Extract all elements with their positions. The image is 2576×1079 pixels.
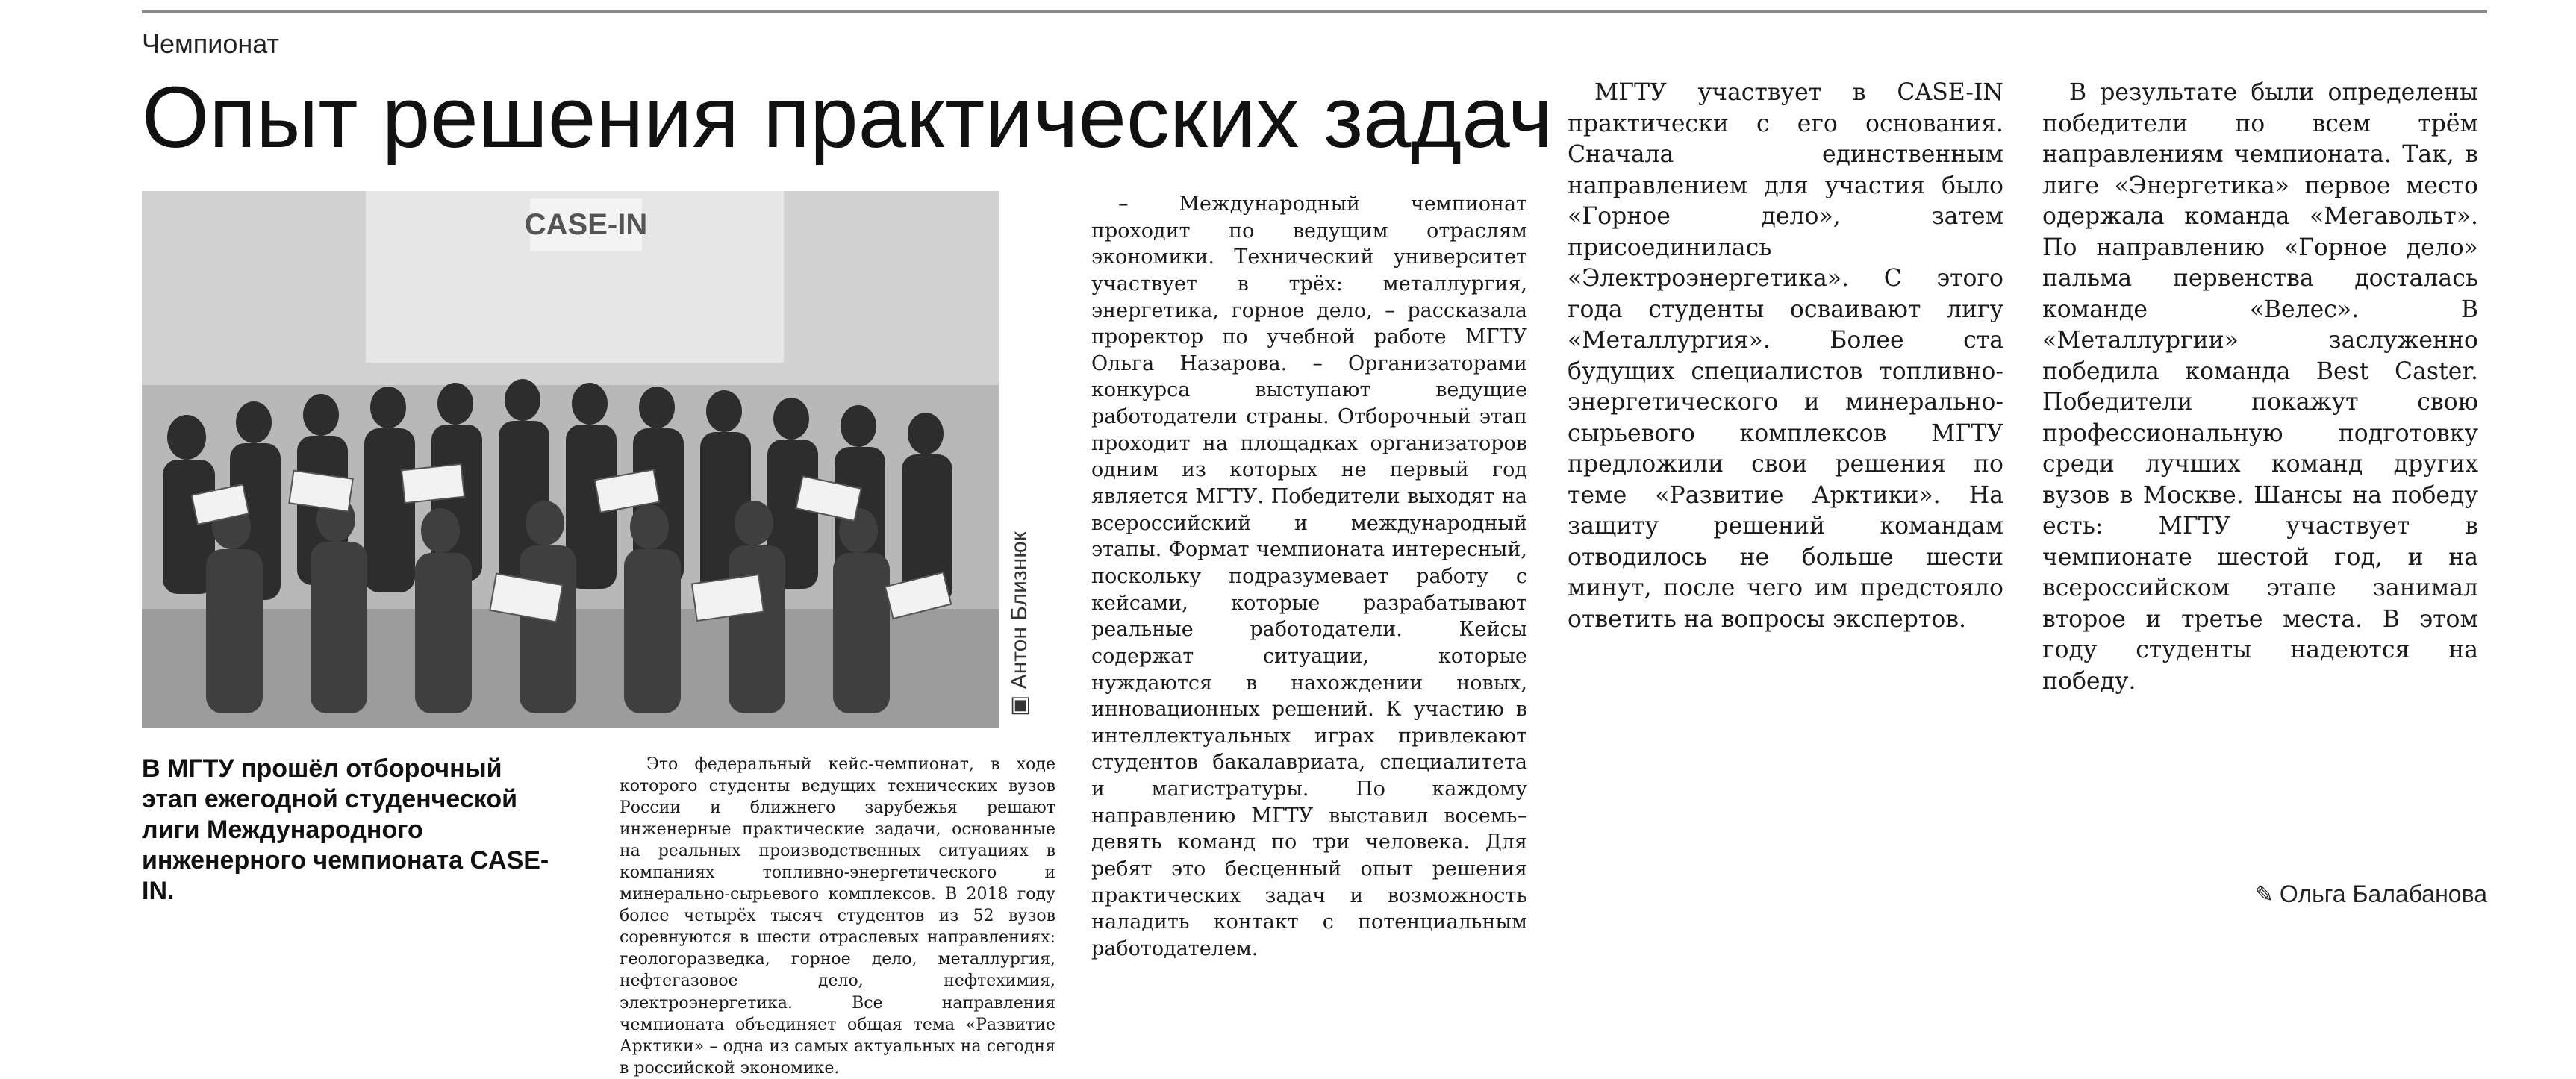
photo-illustration [142, 191, 999, 728]
text-column-3 [1568, 78, 2003, 635]
author-byline [2232, 881, 2487, 908]
text-column-2 [1091, 191, 1527, 963]
body-paragraph-3: МГТУ участвует в CASE-IN практически с его основания. Сначала единственным направлением для участия было «Горное дело», затем присоединилась «Электроэнергетика». С этого года студенты осваивают лигу «Металлургия». Более ста будущих специалистов топливно-энергетического и минерально-сырьевого комплексов МГТУ предложили свои решения по теме «Развитие Арктики». На защиту решений командам отводилось не больше шести минут, после чего им предстояло ответить на вопросы экспертов. [1568, 79, 2003, 633]
top-rule [142, 10, 2487, 13]
article-lead: В МГТУ прошёл отборочный этап ежегодной студенческой лиги Международного инженерного чемпионата CASE-IN. [142, 754, 549, 905]
text-column-1 [620, 754, 1055, 1079]
body-paragraph-4: В результате были определены победители по всем трём направлениям чемпионата. Так, в лиге «Энергетика» первое место одержала команда «Мегавольт». По направлению «Горное дело» пальма первенства досталась команде «Велес». В «Металлургии» заслуженно победила команда Best Caster. Победители покажут свою профессиональную подготовку среди лучших команд других вузов в Москве. Шансы на победу есть: МГТУ участвует в чемпионате шестой год, и на всероссийском этапе занимал второе и третье места. В этом году студенты надеются на победу. [2042, 79, 2478, 695]
photo-credit [1006, 531, 1032, 716]
author-name: Ольга Балабанова [2279, 881, 2487, 907]
pen-icon: ✎ [2254, 883, 2274, 907]
body-paragraph-1: Это федеральный кейс-чемпионат, в ходе которого студенты ведущих технических вузов России и ближнего зарубежья решают инженерные практические задачи, основанные на реальных производственных ситуациях в компаниях топливно-энергетического и минерально-сырьевого комплексов. В 2018 году более четырёх тысяч студентов из 52 вузов соревнуются в шести отраслевых направлениях: геологоразведка, горное дело, металлургия, нефтегазовое дело, нефтехимия, электроэнергетика. Все направления чемпионата объединяет общая тема «Развитие Арктики» – одна из самых актуальных на сегодня в российской экономике. [620, 755, 1055, 1078]
text-column-4 [2042, 78, 2478, 697]
body-paragraph-2: – Международный чемпионат проходит по ведущим отраслям экономики. Технический университет участвует в трёх: металлургия, энергетика, горное дело, – рассказала проректор по учебной работе МГТУ Ольга Назарова. – Организаторами конкурса выступают ведущие работодатели страны. Отборочный этап проходит на площадках организаторов одним из которых не первый год является МГТУ. Победители выходят на всероссийский и международный этапы. Формат чемпионата интересный, поскольку подразумевает работу с кейсами, которые разрабатывают реальные работодатели. Кейсы содержат ситуации, которые нуждаются в нахождении новых, инновационных решений. К участию в интеллектуальных играх привлекают студентов бакалавриата, специалитета и магистратуры. По каждому направлению МГТУ выставил восемь–девять команд по три человека. Для ребят это бесценный опыт решения практических задач и возможность наладить контакт с потенциальным работодателем. [1091, 193, 1527, 960]
banner-caption: CASE-IN [524, 208, 648, 241]
photo-credit-name: Антон Близнюк [1007, 531, 1032, 689]
article-headline: Опыт решения практических задач [142, 69, 1553, 166]
camera-icon: ▣ [1007, 695, 1032, 716]
article-photo [142, 191, 999, 728]
section-rubric: Чемпионат [142, 28, 279, 59]
